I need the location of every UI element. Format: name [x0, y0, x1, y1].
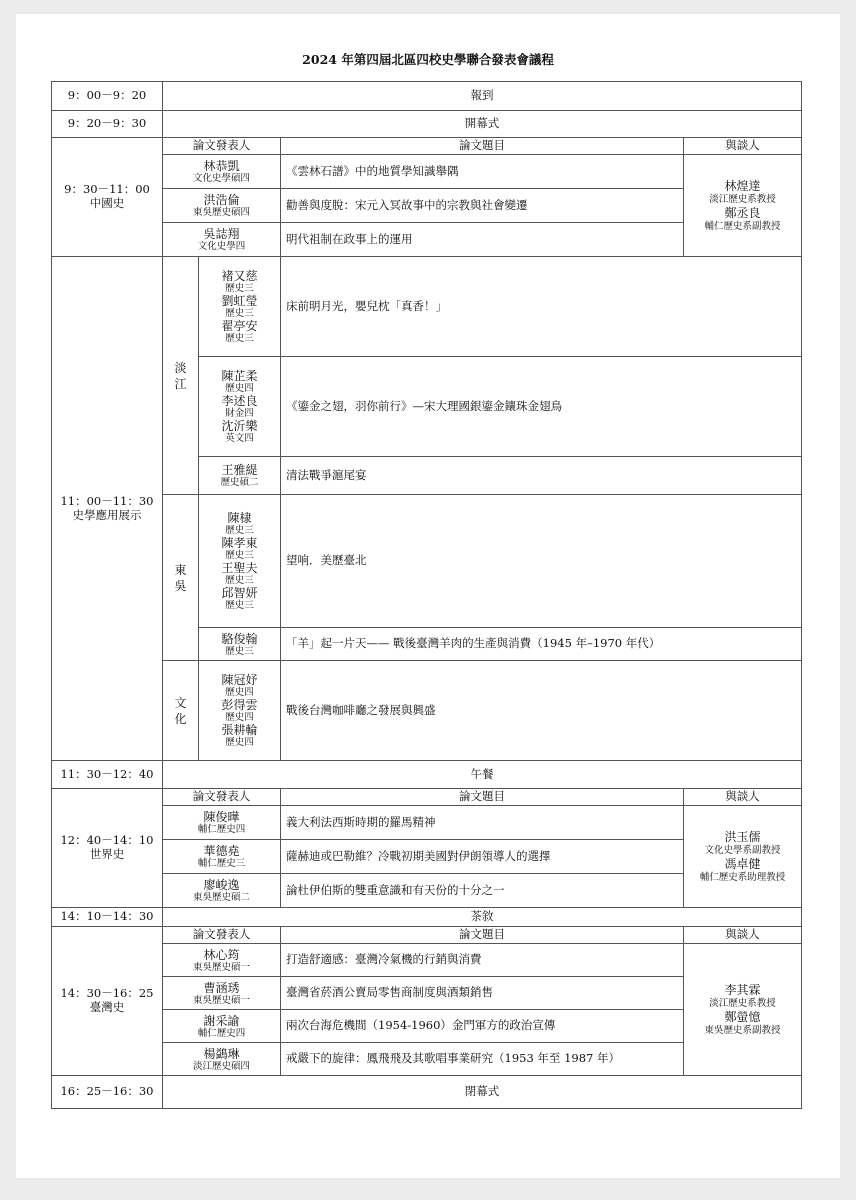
event-cell: 閉幕式 [163, 1076, 802, 1109]
presenter-name: 林恭凱 [203, 159, 240, 173]
presenter-dept: 東吳歷史碩二 [192, 892, 250, 903]
presenter-cell [199, 661, 281, 761]
commentator-cell [684, 155, 802, 257]
presenter-cell [199, 357, 281, 457]
paper-row [52, 155, 802, 189]
presenter-dept: 東吳歷史碩四 [192, 207, 250, 218]
project-title: 望响．美歷臺北 [281, 495, 802, 628]
presenter-name: 陳冠妤 [221, 673, 258, 687]
topic-header: 論文題目 [281, 927, 684, 944]
presenter-header: 論文發表人 [163, 138, 281, 155]
showcase-row [52, 495, 802, 628]
time-cell: 9：00－9：20 [52, 82, 163, 111]
commentator-name: 林煌達 [724, 178, 761, 193]
presenter-dept: 東吳歷史碩一 [192, 994, 250, 1006]
topic-header: 論文題目 [281, 138, 684, 155]
paper-title: 勸善與度脫：宋元入冥故事中的宗教與社會變遷 [281, 189, 684, 223]
paper-title: 義大利法西斯時期的羅馬精神 [281, 806, 684, 840]
presenter-name: 王聖夫 [221, 561, 258, 575]
presenter-name: 楊鷁琳 [203, 1046, 240, 1061]
time-cell: 9：20－9：30 [52, 111, 163, 138]
project-title: 「羊」起一片天—— 戰後臺灣羊肉的生產與消費（1945 年–1970 年代） [281, 628, 802, 661]
presenter-cell [199, 628, 281, 661]
presenter-name: 洪浩倫 [203, 193, 240, 207]
commentator-name: 鄭丞良 [724, 205, 761, 220]
presenter-name: 彭得雲 [221, 698, 258, 712]
paper-title: 戒嚴下的旋律：鳳飛飛及其歌唱事業研究（1953 年至 1987 年） [281, 1043, 684, 1076]
presenter-name: 廖峻逸 [203, 878, 240, 892]
presenter-dept: 歷史三 [225, 333, 254, 344]
presenter-name: 王雅緹 [221, 463, 258, 477]
school-label: 東 [174, 562, 187, 577]
agenda-row-lunch [52, 761, 802, 789]
school-cell [163, 495, 199, 661]
presenter-cell [163, 1043, 281, 1076]
session-time: 9：30－11：00 [64, 182, 150, 197]
session-time: 11：00－11：30 [60, 493, 154, 508]
session-time-cell [52, 927, 163, 1076]
commentator-cell [684, 944, 802, 1076]
presenter-dept: 歷史三 [225, 550, 254, 561]
session-header-row [52, 927, 802, 944]
presenter-name: 駱俊翰 [221, 631, 258, 646]
presenter-header: 論文發表人 [163, 789, 281, 806]
commentator-name: 馮卓健 [724, 856, 761, 871]
presenter-cell [199, 257, 281, 357]
presenter-dept: 歷史四 [225, 687, 254, 698]
time-cell: 11：30－12：40 [52, 761, 163, 789]
presenter-dept: 歷史碩二 [220, 477, 259, 488]
session-time-cell [52, 789, 163, 908]
presenter-dept: 輔仁歷史四 [197, 824, 246, 835]
session-header-row [52, 789, 802, 806]
presenter-dept: 淡江歷史碩四 [192, 1060, 250, 1072]
presenter-dept: 英文四 [225, 433, 254, 444]
presenter-name: 曹涵琇 [203, 980, 240, 995]
commentator-name: 洪玉儒 [724, 829, 761, 844]
paper-title: 論杜伊伯斯的雙重意識和有天份的十分之一 [281, 874, 684, 908]
presenter-dept: 歷史三 [225, 308, 254, 319]
event-cell: 茶敘 [163, 908, 802, 927]
event-cell: 報到 [163, 82, 802, 111]
presenter-name: 劉虹瑩 [221, 294, 258, 308]
presenter-cell [199, 495, 281, 628]
commentator-title: 文化史學系副教授 [704, 844, 781, 856]
agenda-row-tea [52, 908, 802, 927]
agenda-row-opening [52, 111, 802, 138]
paper-title: 兩次台海危機間（1954-1960）金門軍方的政治宣傳 [281, 1010, 684, 1043]
presenter-dept: 輔仁歷史三 [197, 858, 246, 869]
presenter-dept: 歷史四 [225, 712, 254, 723]
time-cell: 14：10－14：30 [52, 908, 163, 927]
presenter-dept: 歷史三 [225, 575, 254, 586]
topic-header: 論文題目 [281, 789, 684, 806]
showcase-row [52, 661, 802, 761]
presenter-dept: 文化史學碩四 [192, 173, 250, 184]
paper-title: 臺灣省菸酒公賣局零售商制度與酒類銷售 [281, 977, 684, 1010]
presenter-dept: 歷史三 [225, 645, 254, 657]
commentator-title: 輔仁歷史系副教授 [704, 220, 781, 232]
session-time: 12：40－14：10 [60, 833, 154, 848]
school-label: 化 [174, 711, 187, 726]
presenter-cell [163, 977, 281, 1010]
presenter-name: 陳孝東 [221, 536, 258, 550]
presenter-name: 吳誌翔 [203, 227, 240, 241]
agenda-row-closing [52, 1076, 802, 1109]
school-cell [163, 257, 199, 495]
project-title: 床前明月光，嬰兒枕「真香！」 [281, 257, 802, 357]
presenter-name: 華德堯 [203, 844, 240, 858]
project-title: 《鎏金之翅，羽你前行》—宋大理國銀鎏金鑲珠金翅鳥 [281, 357, 802, 457]
project-title: 戰後台灣咖啡廳之發展與興盛 [281, 661, 802, 761]
presenter-name: 謝采諭 [203, 1013, 240, 1028]
session-label: 世界史 [89, 847, 125, 861]
presenter-cell [163, 223, 281, 257]
presenter-name: 邱智妍 [221, 586, 258, 600]
presenter-name: 沈沂樂 [221, 419, 258, 433]
paper-title: 打造舒適感：臺灣冷氣機的行銷與消費 [281, 944, 684, 977]
school-cell [163, 661, 199, 761]
commentator-cell [684, 806, 802, 908]
commentator-name: 李其霖 [724, 982, 761, 997]
paper-title: 薩赫迪或巴勒維？冷戰初期美國對伊朗領導人的選擇 [281, 840, 684, 874]
presenter-name: 陳俊曄 [203, 810, 240, 824]
presenter-dept: 歷史三 [225, 525, 254, 536]
session-time-cell [52, 138, 163, 257]
presenter-cell [163, 155, 281, 189]
commentator-header: 與談人 [684, 138, 802, 155]
presenter-name: 李述良 [221, 394, 258, 408]
paper-row [52, 944, 802, 977]
presenter-dept: 東吳歷史碩一 [192, 961, 250, 973]
time-cell: 16：25－16：30 [52, 1076, 163, 1109]
presenter-dept: 歷史四 [225, 383, 254, 394]
presenter-dept: 財金四 [225, 408, 254, 419]
commentator-name: 鄭螢憶 [724, 1009, 761, 1024]
paper-title: 明代祖制在政事上的運用 [281, 223, 684, 257]
presenter-dept: 輔仁歷史四 [197, 1027, 246, 1039]
school-label: 吳 [174, 578, 187, 593]
presenter-cell [199, 457, 281, 495]
session-header-row [52, 138, 802, 155]
presenter-name: 張耕輪 [221, 723, 258, 737]
project-title: 清法戰爭滬尾宴 [281, 457, 802, 495]
paper-title: 《雲林石譜》中的地質學知識舉隅 [281, 155, 684, 189]
presenter-name: 林心筠 [203, 947, 240, 962]
showcase-row [52, 257, 802, 357]
presenter-cell [163, 874, 281, 908]
commentator-title: 淡江歷史系教授 [709, 193, 776, 205]
paper-row [52, 806, 802, 840]
presenter-dept: 歷史三 [225, 283, 254, 294]
presenter-cell [163, 840, 281, 874]
presenter-cell [163, 189, 281, 223]
commentator-header: 與談人 [684, 789, 802, 806]
session-time-cell [52, 257, 163, 761]
presenter-name: 陳棣 [227, 511, 252, 525]
commentator-title: 輔仁歷史系助理教授 [699, 871, 786, 883]
presenter-name: 翟亭安 [221, 319, 258, 333]
commentator-title: 淡江歷史系教授 [709, 997, 776, 1009]
presenter-cell [163, 806, 281, 840]
session-label: 史學應用展示 [72, 507, 142, 522]
presenter-header: 論文發表人 [163, 927, 281, 944]
agenda-row-checkin [52, 82, 802, 111]
school-label: 江 [174, 376, 187, 391]
presenter-dept: 歷史四 [225, 737, 254, 748]
commentator-header: 與談人 [684, 927, 802, 944]
agenda-table [51, 81, 802, 1109]
document-title: 2024 年第四屆北區四校史學聯合發表會議程 [302, 52, 554, 67]
presenter-dept: 歷史三 [225, 600, 254, 611]
presenter-dept: 文化史學四 [197, 241, 246, 252]
presenter-cell [163, 1010, 281, 1043]
event-cell: 午餐 [163, 761, 802, 789]
school-label: 文 [174, 695, 187, 710]
session-label: 臺灣史 [89, 1000, 125, 1014]
school-label: 淡 [174, 360, 187, 375]
event-cell: 開幕式 [163, 111, 802, 138]
document-page [16, 14, 840, 1178]
commentator-title: 東吳歷史系副教授 [704, 1024, 781, 1036]
session-time: 14：30－16：25 [60, 986, 154, 1001]
presenter-name: 陳芷柔 [221, 369, 258, 383]
presenter-name: 褚又慈 [221, 269, 258, 283]
session-label: 中國史 [89, 196, 125, 210]
presenter-cell [163, 944, 281, 977]
